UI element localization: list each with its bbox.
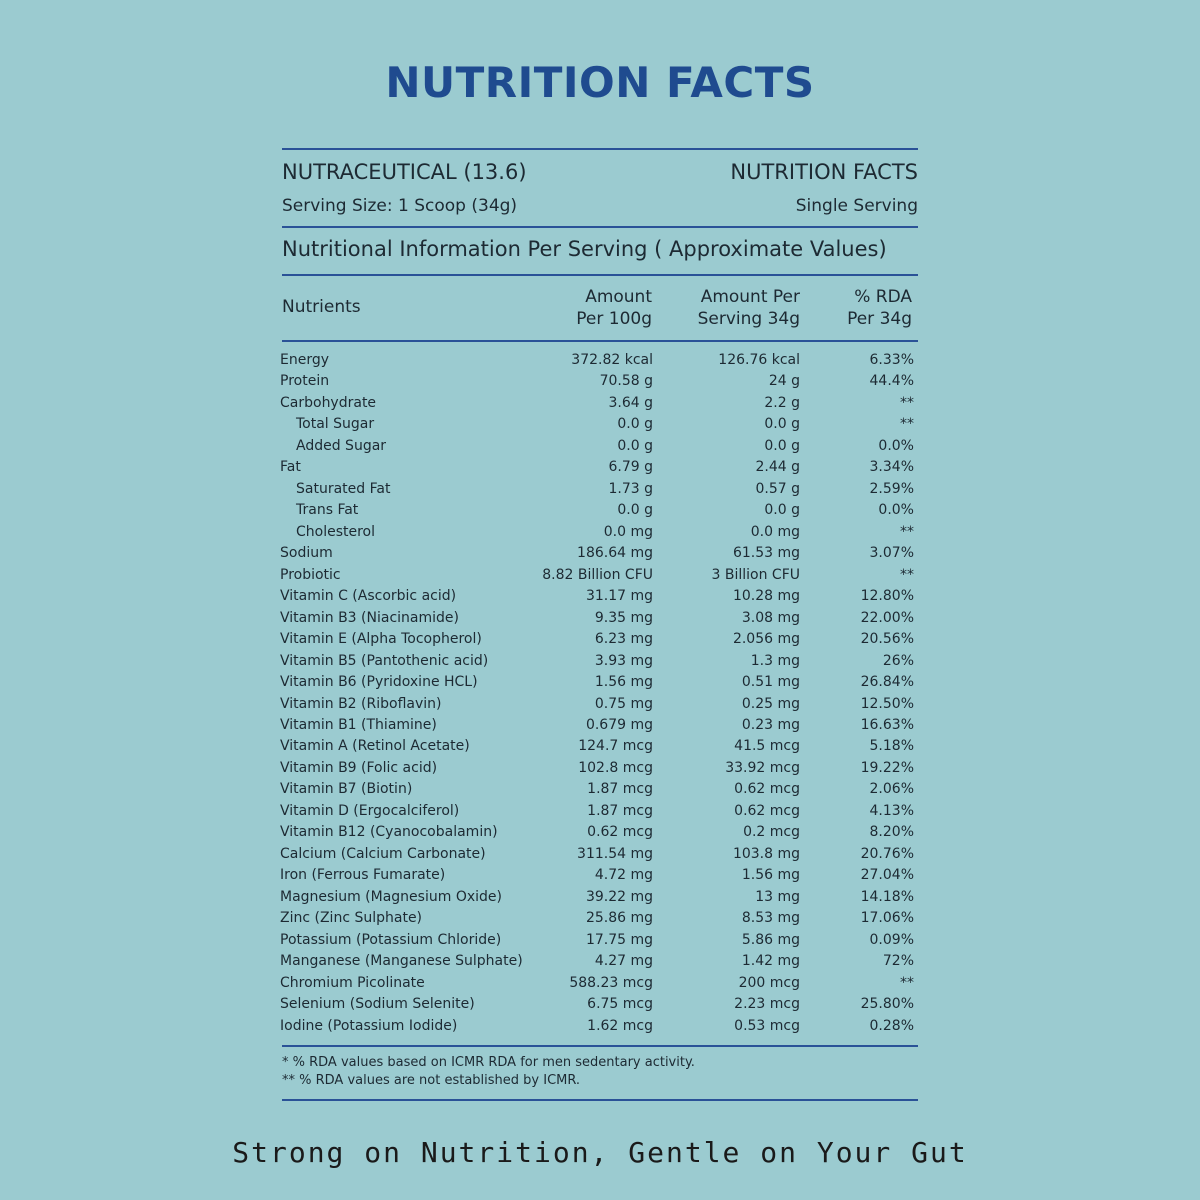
nutrient-name: Carbohydrate [280,394,377,411]
rda-percent: 3.07% [869,545,914,562]
product-name: NUTRACEUTICAL (13.6) [282,160,527,184]
amount-per-100g: 0.0 g [617,437,653,454]
info-block [282,228,918,274]
table-row [282,973,918,994]
column-header-per100-line1: Amount [585,287,652,307]
table-row [282,736,918,757]
nutrient-name: Vitamin B12 (Cyanocobalamin) [280,824,498,841]
table-row [282,865,918,886]
rda-percent: 5.18% [869,738,914,755]
nutrient-rows [282,342,918,1045]
amount-per-100g: 3.64 g [608,394,653,411]
table-row [282,500,918,521]
rda-percent: 0.09% [869,931,914,948]
amount-per-serving: 1.3 mg [750,652,800,669]
amount-per-serving: 0.57 g [755,480,800,497]
amount-per-100g: 4.27 mg [594,953,653,970]
table-row [282,393,918,414]
amount-per-serving: 3.08 mg [741,609,800,626]
table-row [282,371,918,392]
amount-per-100g: 0.679 mg [585,716,653,733]
amount-per-100g: 372.82 kcal [571,352,653,368]
column-header-per100-line2: Per 100g [576,309,652,329]
table-row [282,758,918,779]
nutrient-name: Vitamin B6 (Pyridoxine HCL) [280,674,478,691]
nutrient-name: Vitamin B1 (Thiamine) [280,716,437,733]
rda-percent: ** [900,566,914,583]
amount-per-serving: 5.86 mg [741,931,800,948]
rda-percent: ** [900,974,914,991]
column-header-serving-line2: Serving 34g [697,309,800,329]
amount-per-100g: 3.93 mg [594,652,653,669]
amount-per-100g: 1.56 mg [594,674,653,691]
amount-per-100g: 0.62 mcg [587,824,653,841]
rda-percent: ** [900,523,914,540]
rda-percent: 72% [882,953,914,970]
product-header [282,150,918,226]
amount-per-100g: 4.72 mg [594,867,653,884]
amount-per-serving: 0.62 mcg [734,781,800,798]
table-row [282,522,918,543]
amount-per-serving: 2.44 g [755,459,800,476]
rda-percent: 12.50% [860,695,914,712]
rda-percent: 12.80% [860,588,914,605]
nutrient-name: Vitamin B9 (Folic acid) [280,759,438,776]
info-title: Nutritional Information Per Serving ( Approximate Values) [282,237,887,261]
amount-per-100g: 1.73 g [608,480,653,497]
amount-per-100g: 6.79 g [608,459,653,476]
table-row [282,715,918,736]
amount-per-serving: 2.056 mg [732,631,800,648]
footnote-2: ** % RDA values are not established by ICMR. [282,1073,581,1088]
amount-per-serving: 0.0 mg [750,523,800,540]
amount-per-100g: 311.54 mg [577,845,653,862]
column-header-serving-line1: Amount Per [700,287,800,307]
nutrient-name: Cholesterol [296,523,376,540]
rda-percent: 26% [882,652,914,669]
rda-percent: ** [900,394,914,411]
nutrient-name: Vitamin B7 (Biotin) [280,781,413,798]
rda-percent: 6.33% [869,352,914,368]
rda-percent: 17.06% [860,910,914,927]
amount-per-serving: 0.62 mcg [734,802,800,819]
amount-per-100g: 186.64 mg [577,545,653,562]
nutrient-name: Total Sugar [296,416,375,433]
nutrient-name: Fat [280,459,301,476]
footnotes [282,1047,918,1099]
column-header-rda-line1: % RDA [854,287,912,307]
table-row [282,844,918,865]
amount-per-serving: 0.53 mcg [734,1017,800,1034]
amount-per-serving: 41.5 mcg [734,738,800,755]
amount-per-100g: 588.23 mcg [569,974,653,991]
facts-label: NUTRITION FACTS [730,160,918,184]
table-row [282,436,918,457]
table-row [282,457,918,478]
nutrient-name: Vitamin E (Alpha Tocopherol) [280,631,482,648]
nutrient-name: Trans Fat [296,502,359,519]
amount-per-100g: 6.23 mg [594,631,653,648]
rda-percent: 20.76% [860,845,914,862]
amount-per-100g: 0.0 g [617,416,653,433]
table-row [282,479,918,500]
tagline: Strong on Nutrition, Gentle on Your Gut [232,1136,968,1169]
amount-per-serving: 0.0 g [764,437,800,454]
table-row [282,801,918,822]
table-row [282,822,918,843]
rda-percent: 0.0% [878,502,914,519]
rda-percent: 16.63% [860,716,914,733]
amount-per-100g: 0.0 mg [603,523,653,540]
rda-percent: 8.20% [869,824,914,841]
table-row [282,350,918,371]
table-row [282,414,918,435]
nutrient-name: Iron (Ferrous Fumarate) [280,867,446,884]
nutrient-name: Chromium Picolinate [280,974,425,991]
column-header-per100 [576,286,652,330]
nutrient-name: Selenium (Sodium Selenite) [280,996,475,1013]
rda-percent: ** [900,416,914,433]
nutrient-name: Potassium (Potassium Chloride) [280,931,502,948]
amount-per-serving: 33.92 mcg [725,759,800,776]
table-row [282,565,918,586]
amount-per-serving: 2.2 g [764,394,800,411]
table-row [282,1016,918,1037]
amount-per-serving: 24 g [768,373,800,390]
table-row [282,908,918,929]
serving-type: Single Serving [795,196,918,216]
rda-percent: 0.0% [878,437,914,454]
amount-per-serving: 0.0 g [764,416,800,433]
amount-per-serving: 2.23 mcg [734,996,800,1013]
amount-per-serving: 0.0 g [764,502,800,519]
amount-per-100g: 9.35 mg [594,609,653,626]
nutrient-name: Vitamin D (Ergocalciferol) [280,802,460,819]
table-row [282,629,918,650]
nutrient-name: Vitamin B2 (Riboflavin) [280,695,442,712]
nutrient-name: Zinc (Zinc Sulphate) [280,910,423,927]
amount-per-100g: 25.86 mg [585,910,653,927]
amount-per-serving: 0.23 mg [741,716,800,733]
rda-percent: 25.80% [860,996,914,1013]
rda-percent: 20.56% [860,631,914,648]
table-row [282,694,918,715]
amount-per-serving: 1.56 mg [741,867,800,884]
amount-per-100g: 124.7 mcg [578,738,653,755]
amount-per-serving: 0.25 mg [741,695,800,712]
column-header-rda [847,286,912,330]
table-row [282,887,918,908]
amount-per-100g: 1.87 mcg [587,781,653,798]
table-row [282,651,918,672]
serving-size: Serving Size: 1 Scoop (34g) [282,196,518,216]
amount-per-serving: 0.2 mcg [743,824,800,841]
page-title: NUTRITION FACTS [385,58,815,107]
amount-per-serving: 13 mg [755,888,800,905]
table-row [282,586,918,607]
rda-percent: 26.84% [860,674,914,691]
rda-percent: 0.28% [869,1017,914,1034]
nutrient-name: Saturated Fat [296,480,391,497]
column-header-nutrients: Nutrients [282,297,361,317]
amount-per-serving: 126.76 kcal [718,352,800,368]
amount-per-100g: 70.58 g [599,373,653,390]
amount-per-serving: 200 mcg [738,974,800,991]
table-row [282,672,918,693]
rda-percent: 2.06% [869,781,914,798]
rda-percent: 14.18% [860,888,914,905]
amount-per-serving: 8.53 mg [741,910,800,927]
amount-per-100g: 8.82 Billion CFU [542,566,653,583]
divider [282,1099,918,1101]
amount-per-100g: 6.75 mcg [587,996,653,1013]
amount-per-100g: 0.75 mg [594,695,653,712]
nutrient-name: Vitamin B3 (Niacinamide) [280,609,459,626]
amount-per-serving: 3 Billion CFU [711,566,800,583]
amount-per-serving: 10.28 mg [732,588,800,605]
amount-per-100g: 17.75 mg [585,931,653,948]
column-headers [282,276,918,340]
table-row [282,930,918,951]
amount-per-100g: 39.22 mg [585,888,653,905]
nutrient-name: Vitamin A (Retinol Acetate) [280,738,470,755]
rda-percent: 3.34% [869,459,914,476]
table-row [282,779,918,800]
nutrient-name: Added Sugar [296,437,387,454]
rda-percent: 19.22% [860,759,914,776]
rda-percent: 4.13% [869,802,914,819]
amount-per-100g: 0.0 g [617,502,653,519]
nutrient-name: Probiotic [280,566,341,583]
table-row [282,608,918,629]
column-header-rda-line2: Per 34g [847,309,912,329]
nutrient-name: Vitamin B5 (Pantothenic acid) [280,652,489,669]
nutrient-name: Energy [280,352,330,368]
amount-per-serving: 61.53 mg [732,545,800,562]
table-row [282,543,918,564]
table-row [282,951,918,972]
nutrient-name: Iodine (Potassium Iodide) [280,1017,458,1034]
amount-per-100g: 102.8 mcg [578,759,653,776]
nutrient-name: Calcium (Calcium Carbonate) [280,845,486,862]
nutrient-name: Magnesium (Magnesium Oxide) [280,888,502,905]
nutrient-name: Sodium [280,545,333,562]
table-row [282,994,918,1015]
amount-per-100g: 31.17 mg [585,588,653,605]
footnote-1: * % RDA values based on ICMR RDA for men sedentary activity. [282,1055,695,1070]
rda-percent: 2.59% [869,480,914,497]
amount-per-100g: 1.87 mcg [587,802,653,819]
rda-percent: 27.04% [860,867,914,884]
amount-per-100g: 1.62 mcg [587,1017,653,1034]
column-header-serving [698,286,800,330]
nutrient-name: Protein [280,373,330,390]
nutrient-name: Vitamin C (Ascorbic acid) [280,588,457,605]
rda-percent: 22.00% [860,609,914,626]
amount-per-serving: 1.42 mg [741,953,800,970]
nutrient-name: Manganese (Manganese Sulphate) [280,953,523,970]
nutrition-panel [282,148,918,1101]
rda-percent: 44.4% [869,373,914,390]
amount-per-serving: 0.51 mg [741,674,800,691]
amount-per-serving: 103.8 mg [732,845,800,862]
